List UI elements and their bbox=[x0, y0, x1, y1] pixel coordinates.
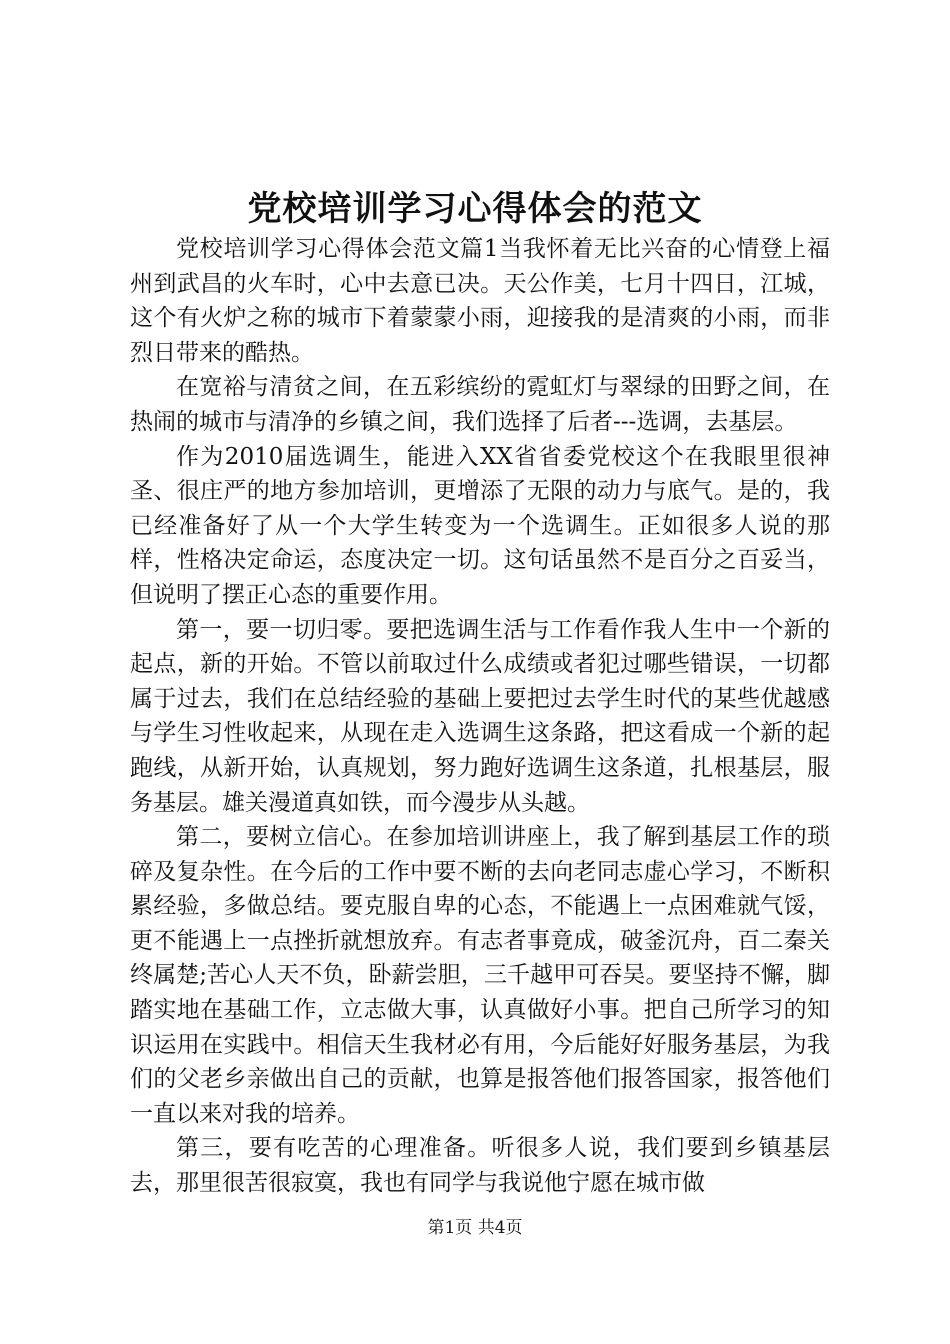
document-title: 党校培训学习心得体会的范文 bbox=[247, 189, 703, 229]
paragraph-training: 作为2010届选调生，能进入XX省省委党校这个在我眼里很神圣、很庄严的地方参加培训，更增添了无限的动力与底气。是的，我已经准备好了从一个大学生转变为一个选调生。正如很多人说的那样，性格决定命运，态度决定一切。这句话虽然不是百分之百妥当，但说明了摆正心态的重要作用。 bbox=[130, 443, 830, 608]
paragraph-point-one: 第一，要一切归零。要把选调生活与工作看作我人生中一个新的起点，新的开始。不管以前取过什么成绩或者犯过哪些错误，一切都属于过去，我们在总结经验的基础上要把过去学生时代的某些优越感与学生习性收起来，从现在走入选调生这条路，把这看成一个新的起跑线，从新开始，认真规划，努力跑好选调生这条道，扎根基层，服务基层。雄关漫道真如铁，而今漫步从头越。 bbox=[130, 616, 830, 816]
page-number-footer: 第1页 共4页 bbox=[427, 1218, 523, 1238]
paragraph-choice: 在宽裕与清贫之间，在五彩缤纷的霓虹灯与翠绿的田野之间，在热闹的城市与清净的乡镇之间，我们选择了后者---选调，去基层。 bbox=[130, 374, 830, 435]
document-body bbox=[130, 232, 830, 1201]
paragraph-intro: 党校培训学习心得体会范文篇1当我怀着无比兴奋的心情登上福州到武昌的火车时，心中去意已决。天公作美，七月十四日，江城，这个有火炉之称的城市下着蒙蒙小雨，迎接我的是清爽的小雨，而非烈日带来的酷热。 bbox=[130, 236, 830, 366]
paragraph-point-three: 第三，要有吃苦的心理准备。听很多人说，我们要到乡镇基层去，那里很苦很寂寞，我也有同学与我说他宁愿在城市做 bbox=[130, 1135, 830, 1197]
paragraph-point-two: 第二，要树立信心。在参加培训讲座上，我了解到基层工作的琐碎及复杂性。在今后的工作中要不断的去向老同志虚心学习，不断积累经验，多做总结。要克服自卑的心态，不能遇上一点困难就气馁，更不能遇上一点挫折就想放弃。有志者事竟成，破釜沉舟，百二秦关终属楚;苦心人天不负，卧薪尝胆，三千越甲可吞吴。要坚持不懈，脚踏实地在基础工作，立志做大事，认真做好小事。把自己所学习的知识运用在实践中。相信天生我材必有用，今后能好好服务基层，为我们的父老乡亲做出自己的贡献，也算是报答他们报答国家，报答他们一直以来对我的培养。 bbox=[130, 824, 830, 1127]
